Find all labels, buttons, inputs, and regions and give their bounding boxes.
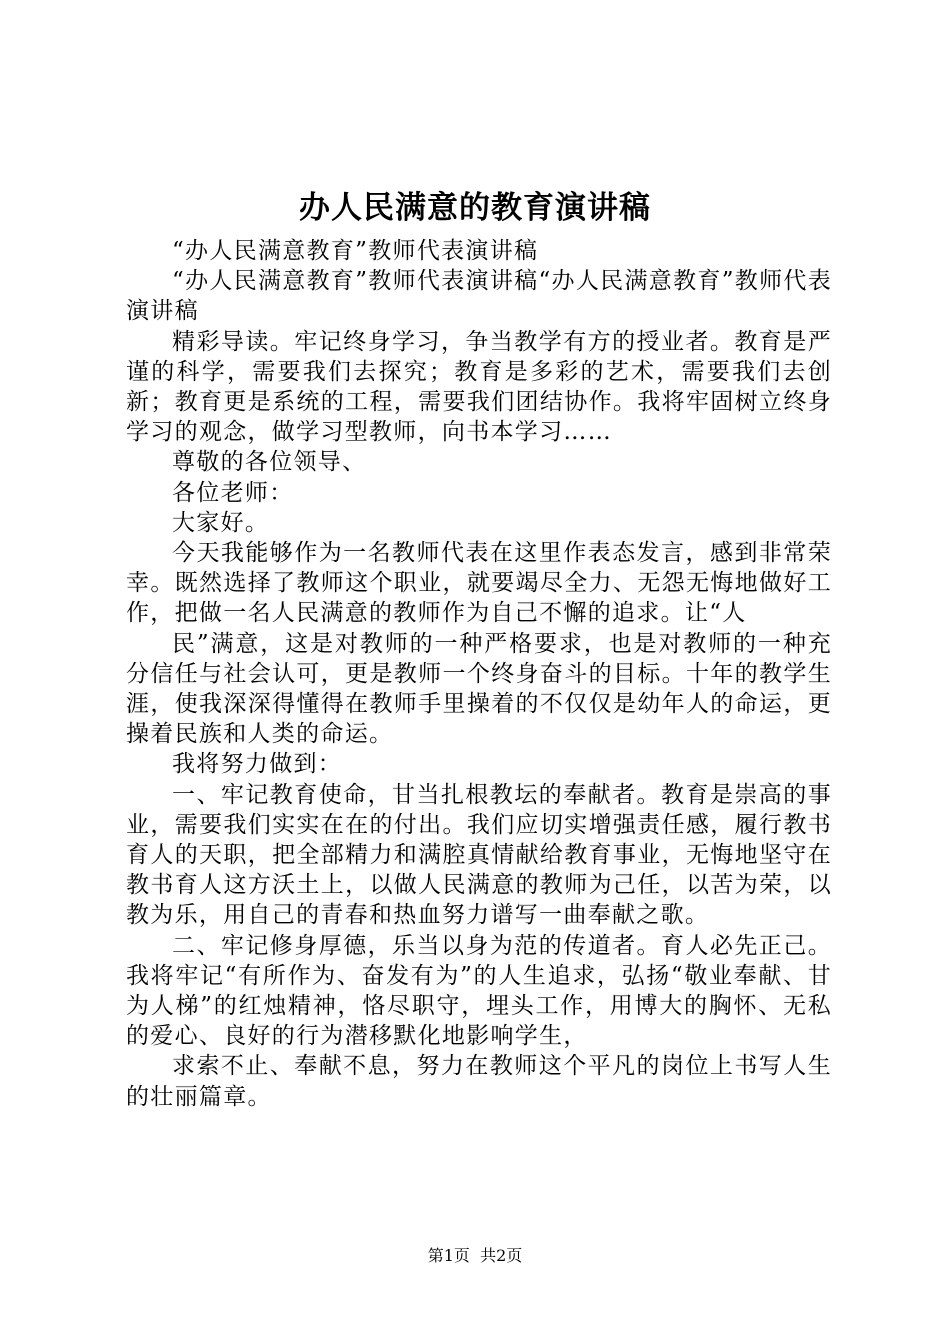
- paragraph: 我将努力做到：: [172, 751, 343, 778]
- paragraph: 民”满意，这是对教师的一种严格要求，也是对教师的一种充分信任与社会认可，更是教师一个终身奋斗的目标。十年的教学生涯，使我深深得懂得在教师手里操着的不仅仅是幼年人的命运，更操着民族和人类的命运。: [126, 630, 832, 748]
- paragraph: “办人民满意教育”教师代表演讲稿“办人民满意教育”教师代表演讲稿: [126, 268, 832, 325]
- footer-spacer: [470, 1246, 480, 1265]
- paragraph: 精彩导读。牢记终身学习，争当教学有方的授业者。教育是严谨的科学，需要我们去探究；教育是多彩的艺术，需要我们去创新；教育更是系统的工程，需要我们团结协作。我将牢固树立终身学习的观念，做学习型教师，向书本学习……: [126, 328, 832, 446]
- paragraph: 尊敬的各位领导、: [172, 449, 367, 476]
- paragraph: 今天我能够作为一名教师代表在这里作表态发言，感到非常荣幸。既然选择了教师这个职业，就要竭尽全力、无怨无悔地做好工作，把做一名人民满意的教师作为自己不懈的追求。让“人: [126, 540, 832, 627]
- paragraph: 各位老师：: [172, 479, 294, 506]
- paragraph: 二、牢记修身厚德，乐当以身为范的传道者。育人必先正己。我将牢记“有所作为、奋发有为”的人生追求，弘扬“敬业奉献、甘为人梯”的红烛精神，恪尽职守，埋头工作，用博大的胸怀、无私的爱心、良好的行为潜移默化地影响学生，: [126, 932, 832, 1050]
- document-body: [126, 236, 832, 1112]
- paragraph: 求索不止、奉献不息，努力在教师这个平凡的岗位上书写人生的壮丽篇章。: [126, 1053, 832, 1110]
- document-title: 办人民满意的教育演讲稿: [299, 190, 651, 226]
- page-footer: [0, 1245, 950, 1267]
- paragraph: 一、牢记教育使命，甘当扎根教坛的奉献者。教育是崇高的事业，需要我们实实在在的付出。我们应切实增强责任感，履行教书育人的天职，把全部精力和满腔真情献给教育事业，无悔地坚守在教书育人这方沃土上，以做人民满意的教师为己任，以苦为荣，以教为乐，用自己的青春和热血努力谱写一曲奉献之歌。: [126, 781, 832, 929]
- page-total: 共2页: [480, 1246, 523, 1265]
- page-number: 第1页: [427, 1246, 470, 1265]
- paragraph: 大家好。: [172, 509, 270, 536]
- paragraph: “办人民满意教育”教师代表演讲稿: [172, 238, 539, 264]
